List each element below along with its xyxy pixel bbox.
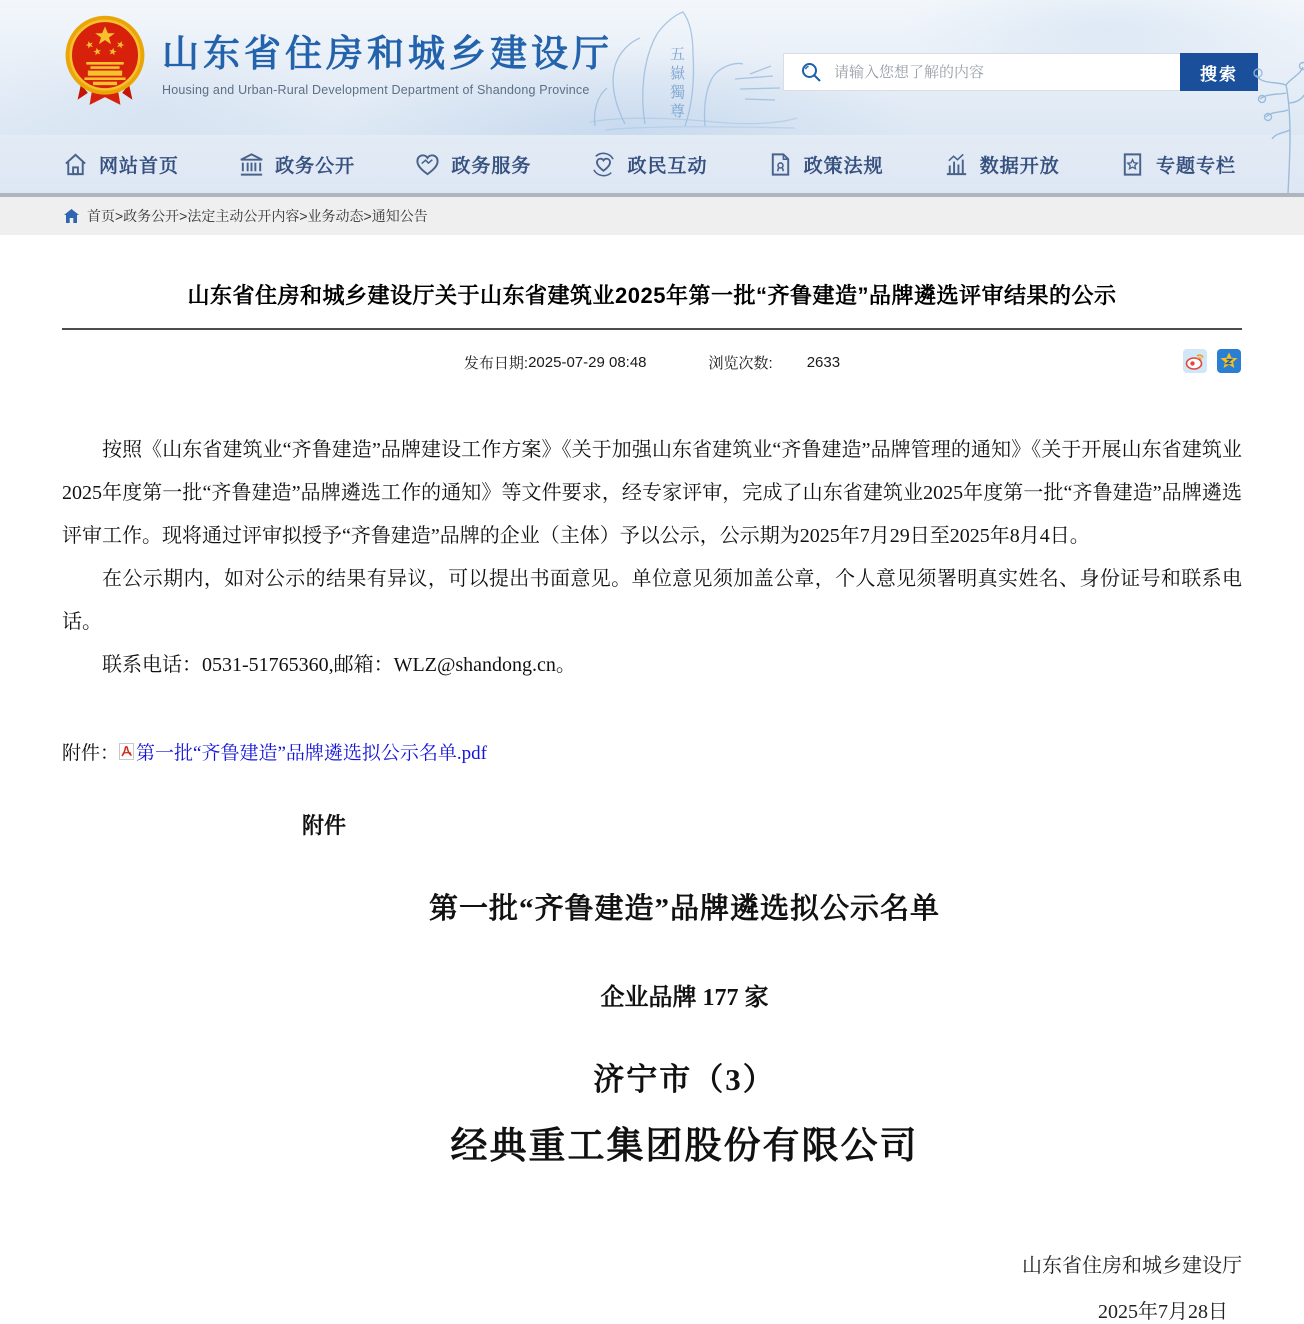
government-building-icon [238,151,265,178]
nav-label: 政民互动 [627,151,707,178]
article-page [0,279,1304,1324]
attachment-label: 附件： [62,738,119,765]
national-emblem-icon [62,14,148,110]
breadcrumb-home-icon[interactable] [64,209,79,223]
breadcrumb[interactable]: 首页>政务公开>法定主动公开内容>业务动态>通知公告 [87,206,428,226]
share-icons [1183,349,1241,373]
document-heading: 附件 [302,809,1067,840]
title-divider [62,328,1242,330]
document-title: 第一批“齐鲁建造”品牌遴选拟公示名单 [302,886,1067,927]
signature-date: 2025年7月28日 [62,1295,1242,1324]
nav-item-special-topics[interactable] [1119,151,1236,178]
nav-label: 网站首页 [99,151,179,178]
site-title: 山东省住房和城乡建设厅 [162,33,613,76]
site-header [0,0,1304,197]
nav-item-policies[interactable] [767,151,884,178]
article-meta [62,349,1242,375]
signature-organization: 山东省住房和城乡建设厅 [62,1249,1242,1278]
breadcrumb-bar [0,197,1304,235]
bar-chart-icon [943,151,970,178]
nav-item-gov-info[interactable] [238,151,355,178]
attachment-pdf-link[interactable]: 第一批“齐鲁建造”品牌遴选拟公示名单.pdf [136,738,487,765]
document-subtitle: 企业品牌 177 家 [302,977,1067,1012]
nav-item-home[interactable] [62,151,179,178]
nav-separator [0,193,1304,197]
article-body [62,429,1242,687]
handshake-heart-icon [414,151,441,178]
paragraph-3-contact: 联系电话：0531-51765360,邮箱：WLZ@shandong.cn。 [62,644,1242,687]
paragraph-2: 在公示期内，如对公示的结果有异议，可以提出书面意见。单位意见须加盖公章，个人意见须署明真实姓名、身份证号和联系电话。 [62,558,1242,644]
nav-label: 政务服务 [451,151,531,178]
signature-block [62,1249,1242,1324]
qzone-share-icon[interactable] [1217,349,1241,373]
home-icon [62,151,89,178]
nav-item-open-data[interactable] [943,151,1060,178]
publish-date-value: 2025-07-29 08:48 [528,354,646,371]
nav-label: 专题专栏 [1156,151,1236,178]
nav-label: 政务公开 [275,151,355,178]
attachment-row [62,738,1242,765]
interaction-heart-icon [590,151,617,178]
nav-label: 数据开放 [980,151,1060,178]
search-box [783,53,1258,91]
site-subtitle: Housing and Urban-Rural Development Department of Shandong Province [162,83,613,97]
meta-group [464,352,840,373]
weibo-share-icon[interactable] [1183,349,1207,373]
article-title: 山东省住房和城乡建设厅关于山东省建筑业2025年第一批“齐鲁建造”品牌遴选评审结果的公示 [62,279,1242,310]
main-nav [0,135,1304,193]
views-value: 2633 [807,354,840,371]
document-city-heading: 济宁市（3） [302,1054,1067,1099]
embedded-document [302,809,1067,1169]
mountain-art-text: 五嶽獨尊 [668,46,686,122]
site-logo[interactable] [62,14,613,110]
search-button[interactable]: 搜索 [1180,53,1258,91]
nav-item-gov-services[interactable] [414,151,531,178]
search-icon [800,61,822,83]
document-company-name: 经典重工集团股份有限公司 [302,1115,1067,1169]
nav-item-interaction[interactable] [590,151,707,178]
star-document-icon [1119,151,1146,178]
mountain-art-decoration [585,4,800,132]
views-label: 浏览次数: [709,352,773,373]
paragraph-1: 按照《山东省建筑业“齐鲁建造”品牌建设工作方案》《关于加强山东省建筑业“齐鲁建造”品牌管理的通知》《关于开展山东省建筑业2025年度第一批“齐鲁建造”品牌遴选工作的通知》等文件要求，经专家评审，完成了山东省建筑业2025年度第一批“齐鲁建造”品牌遴选评审工作。现将通过评审拟授予“齐鲁建造”品牌的企业（主体）予以公示，公示期为2025年7月29日至2025年8月4日。 [62,429,1242,558]
pdf-file-icon [119,743,134,760]
publish-date-label: 发布日期: [464,352,528,373]
policy-document-icon [767,151,794,178]
search-input[interactable] [834,54,1180,90]
nav-label: 政策法规 [804,151,884,178]
banner [0,0,1304,135]
